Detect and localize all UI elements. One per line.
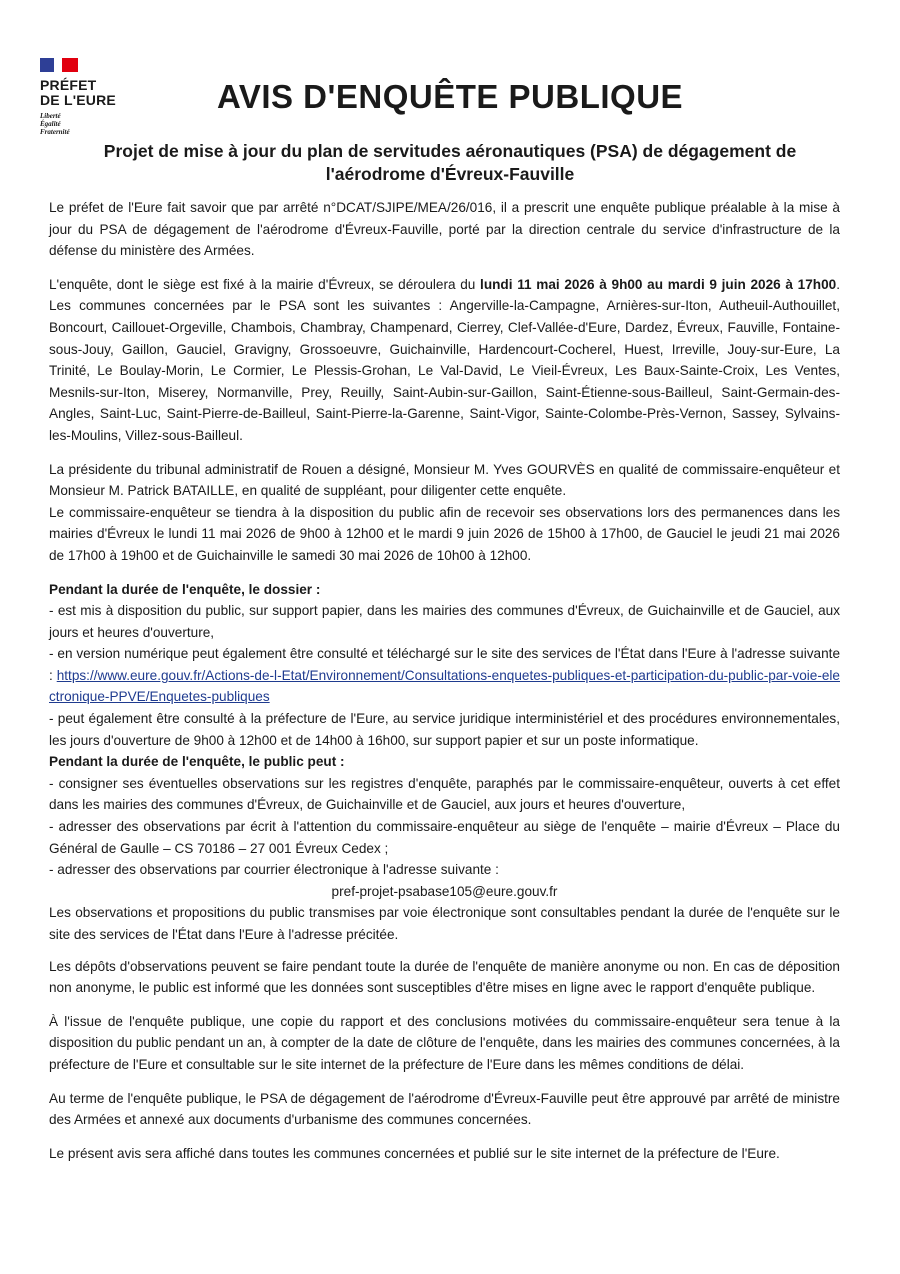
motto-liberte: Liberté xyxy=(40,112,61,120)
dossier-digital-text: - en version numérique peut également être consulté et téléchargé sur le site des services de l'État dans l'Eure à l'adresse suivante : xyxy=(49,646,840,683)
republic-motto xyxy=(40,112,140,136)
marianne-flag-icon xyxy=(40,58,78,72)
communes-list: . Les communes concernées par le PSA sont les suivantes : Angerville-la-Campagne, Arnières-sur-Iton, Autheuil-Authouillet, Boncourt, Caillouet-Orgeville, Chambois, Chambray, Champenard, Cierrey, Clef-Vallée-d'Eure, Dardez, Évreux, Fauville, Fontaine-sous-Jouy, Gaillon, Gauciel, Gravigny, Grossoeuvre, Guichainville, Hardencourt-Cocherel, Huest, Irreville, Jouy-sur-Eure, La Trinité, Le Boulay-Morin, Le Cormier, Le Plessis-Grohan, Le Val-David, Le Vieil-Évreux, Les Baux-Sainte-Croix, Les Ventes, Mesnils-sur-Iton, Miserey, Normanville, Prey, Reuilly, Saint-Aubin-sur-Gaillon, Saint-Étienne-sous-Bailleul, Saint-Germain-des-Angles, Saint-Luc, Saint-Pierre-de-Bailleul, Saint-Pierre-la-Garenne, Saint-Vigor, Sainte-Colombe-Près-Vernon, Sassey, Sylvains-les-Moulins, Villez-sous-Bailleul. xyxy=(49,276,840,443)
electronic-paragraph: Les observations et propositions du public transmises par voie électronique sont consultables pendant la durée de l'enquête sur le site des services de l'État dans l'Eure à l'adresse précitée. xyxy=(49,905,840,942)
dossier-heading xyxy=(49,579,840,601)
commissioner-paragraph: La présidente du tribunal administratif de Rouen a désigné, Monsieur M. Yves GOURVÈS en qualité de commissaire-enquêteur et Monsieur M. Patrick BATAILLE, en qualité de suppléant, pour diligenter cette enquête. xyxy=(49,461,840,499)
dossier-link[interactable]: https://www.eure.gouv.fr/Actions-de-l-Etat/Environnement/Consultations-enquetes-publiques-et-participation-du-public-par-voie-electronique-PPVE/Enquetes-publiques xyxy=(49,667,840,705)
logo-prefet-line: PRÉFET xyxy=(40,77,97,93)
dates-prefix: L'enquête, dont le siège est fixé à la mairie d'Évreux, se déroulera du xyxy=(49,276,481,292)
posting-paragraph: Le présent avis sera affiché dans toutes les communes concernées et publié sur le site internet de la préfecture de l'Eure. xyxy=(49,1145,780,1161)
public-item-email: - adresser des observations par courrier électronique à l'adresse suivante : xyxy=(49,862,499,878)
notice-body xyxy=(49,197,840,1164)
public-heading-text: Pendant la durée de l'enquête, le public peut : xyxy=(49,754,345,770)
dates-bold: lundi 11 mai 2026 à 9h00 au mardi 9 juin 2026 à 17h00 xyxy=(480,276,837,292)
public-item-registers: - consigner ses éventuelles observations sur les registres d'enquête, paraphés par le commissaire-enquêteur, ouverts à cet effet dans les mairies des communes d'Évreux, de Guichainville et de Gauciel, aux jours et heures d'ouverture, xyxy=(49,775,840,813)
page-subtitle: Projet de mise à jour du plan de servitudes aéronautiques (PSA) de dégagement de l'aérodrome d'Évreux-Fauville xyxy=(103,141,797,184)
dossier-heading-text: Pendant la durée de l'enquête, le dossier : xyxy=(49,581,321,597)
public-heading xyxy=(49,751,840,773)
permanences-paragraph: Le commissaire-enquêteur se tiendra à la disposition du public afin de recevoir ses observations lors des permanences dans les mairies d'Évreux le lundi 11 mai 2026 de 9h00 à 12h00 et le mardi 9 juin 2026 de 15h00 à 17h00, de Gauciel le jeudi 21 mai 2026 de 17h00 à 19h00 et de Guichainville le samedi 30 mai 2026 de 10h00 à 12h00. xyxy=(49,504,840,563)
logo-eure-line: DE L'EURE xyxy=(40,92,116,108)
dossier-item-digital xyxy=(49,643,840,708)
dossier-item-paper: - est mis à disposition du public, sur support papier, dans les mairies des communes d'Évreux, de Guichainville et de Gauciel, aux jours et heures d'ouverture, xyxy=(49,603,840,640)
anonymous-paragraph: Les dépôts d'observations peuvent se faire pendant toute la durée de l'enquête de manière anonyme ou non. En cas de déposition non anonyme, le public est informé que les données sont susceptibles d'être mises en ligne avec le rapport d'enquête publique. xyxy=(49,958,840,996)
intro-paragraph: Le préfet de l'Eure fait savoir que par arrêté n°DCAT/SJIPE/MEA/26/016, il a prescrit une enquête publique préalable à la mise à jour du PSA de dégagement de l'aérodrome d'Évreux-Fauville, porté par la direction centrale du service d'infrastructure de la défense du ministère des Armées. xyxy=(49,200,840,259)
motto-egalite: Égalité xyxy=(40,120,61,128)
dates-paragraph xyxy=(49,274,840,447)
public-item-letter: - adresser des observations par écrit à l'attention du commissaire-enquêteur au siège de l'enquête – mairie d'Évreux – Place du Général de Gaulle – CS 70186 – 27 001 Évreux Cedex ; xyxy=(49,819,840,856)
contact-email[interactable]: pref-projet-psabase105@eure.gouv.fr xyxy=(331,883,558,899)
page-title: AVIS D'ENQUÊTE PUBLIQUE xyxy=(216,78,684,115)
approval-paragraph: Au terme de l'enquête publique, le PSA de dégagement de l'aérodrome d'Évreux-Fauville peut être approuvé par arrêté de ministre des Armées et annexé aux documents d'urbanisme des communes concernées. xyxy=(49,1090,840,1128)
motto-fraternite: Fraternité xyxy=(40,128,70,136)
dossier-item-prefecture: - peut également être consulté à la préfecture de l'Eure, au service juridique interministériel et des procédures environnementales, les jours d'ouverture de 9h00 à 12h00 et de 14h00 à 16h00, sur support papier et sur un poste informatique. xyxy=(49,711,840,748)
report-paragraph: À l'issue de l'enquête publique, une copie du rapport et des conclusions motivées du commissaire-enquêteur sera tenue à la disposition du public pendant un an, à compter de la date de clôture de l'enquête, dans les mairies des communes concernées, à la préfecture de l'Eure et consultable sur le site internet de la préfecture de l'Eure dans les mêmes conditions de délai. xyxy=(49,1013,840,1072)
prefecture-logo xyxy=(40,58,140,136)
